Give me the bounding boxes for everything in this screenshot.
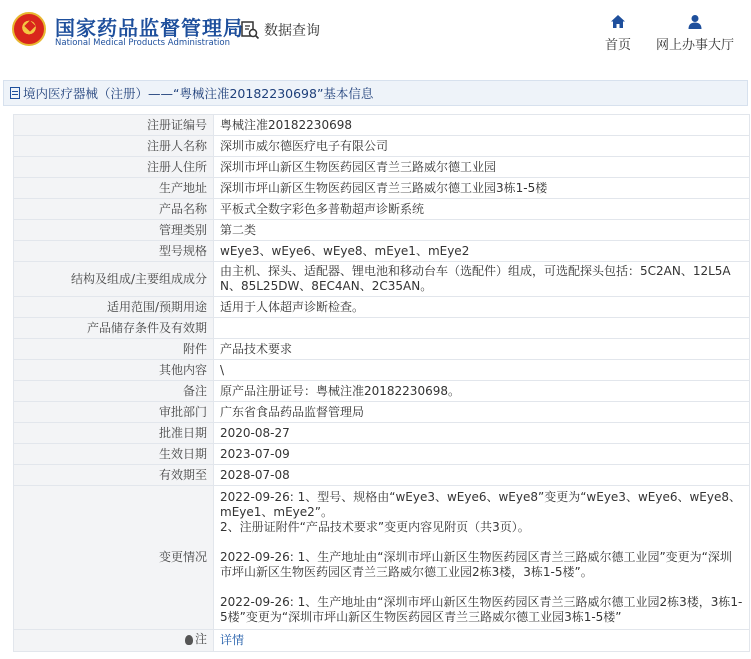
table-row bbox=[14, 157, 750, 178]
change-entry: 2022-09-26: 1、生产地址由“深圳市坪山新区生物医药园区青兰三路威尔德工业园”变更为“深圳市坪山新区生物医药园区青兰三路威尔德工业园2栋3楼，3栋1-5楼”。 bbox=[220, 550, 732, 579]
site-name[interactable]: 国家药品监督管理局 bbox=[55, 16, 244, 40]
table-row bbox=[14, 136, 750, 157]
lightbulb-icon bbox=[185, 635, 193, 645]
field-value: 由主机、探头、适配器、锂电池和移动台车（选配件）组成，可选配探头包括：5C2AN、12L5AN、85L25DW、8EC4AN、2C35AN。 bbox=[214, 262, 750, 297]
field-label: 管理类别 bbox=[14, 220, 214, 241]
nav-home-label: 首页 bbox=[604, 38, 631, 53]
table-row bbox=[14, 444, 750, 465]
change-entry: 2022-09-26: 1、型号、规格由“wEye3、wEye6、wEye8”变更为“wEye3、wEye6、wEye8、mEye1、mEye2”。 bbox=[220, 490, 741, 519]
field-label: 注册人住所 bbox=[14, 157, 214, 178]
field-value: \ bbox=[214, 360, 750, 381]
field-value: 2028-07-08 bbox=[214, 465, 750, 486]
field-value: wEye3、wEye6、wEye8、mEye1、mEye2 bbox=[214, 241, 750, 262]
table-row bbox=[14, 465, 750, 486]
change-spacer bbox=[220, 535, 743, 550]
nav-home[interactable] bbox=[600, 14, 636, 53]
field-value: 广东省食品药品监督管理局 bbox=[214, 402, 750, 423]
field-label: 型号规格 bbox=[14, 241, 214, 262]
nav-online-office-label: 网上办事大厅 bbox=[655, 38, 734, 53]
data-query-label: 数据查询 bbox=[264, 23, 320, 39]
table-row-note bbox=[14, 630, 750, 652]
details-link[interactable]: 详情 bbox=[220, 632, 245, 647]
table-row bbox=[14, 339, 750, 360]
document-icon bbox=[10, 87, 20, 99]
table-row bbox=[14, 360, 750, 381]
field-label: 备注 bbox=[14, 381, 214, 402]
change-spacer bbox=[220, 580, 743, 595]
table-row bbox=[14, 402, 750, 423]
record-title-bar bbox=[3, 80, 748, 106]
site-name-english: National Medical Products Administration bbox=[55, 38, 230, 48]
table-row bbox=[14, 220, 750, 241]
table-row bbox=[14, 178, 750, 199]
table-row bbox=[14, 199, 750, 220]
field-label: 其他内容 bbox=[14, 360, 214, 381]
field-label: 结构及组成/主要组成成分 bbox=[14, 262, 214, 297]
table-row bbox=[14, 115, 750, 136]
site-header bbox=[0, 0, 751, 62]
field-value: 粤械注准20182230698 bbox=[214, 115, 750, 136]
field-label: 注册人名称 bbox=[14, 136, 214, 157]
field-label: 附件 bbox=[14, 339, 214, 360]
field-value: 2023-07-09 bbox=[214, 444, 750, 465]
table-row bbox=[14, 381, 750, 402]
field-value: 深圳市坪山新区生物医药园区青兰三路威尔德工业园3栋1-5楼 bbox=[214, 178, 750, 199]
field-value: 产品技术要求 bbox=[214, 339, 750, 360]
field-label: 产品储存条件及有效期 bbox=[14, 318, 214, 339]
field-label: 生效日期 bbox=[14, 444, 214, 465]
table-row bbox=[14, 423, 750, 444]
field-label: 批准日期 bbox=[14, 423, 214, 444]
document-search-icon bbox=[240, 20, 260, 40]
nav-online-office[interactable] bbox=[655, 14, 735, 53]
change-entry: 2、注册证附件“产品技术要求”变更内容见附页（共3页）。 bbox=[220, 520, 530, 534]
table-row bbox=[14, 318, 750, 339]
note-label-cell bbox=[14, 630, 214, 652]
field-value: 深圳市坪山新区生物医药园区青兰三路威尔德工业园 bbox=[214, 157, 750, 178]
field-label: 有效期至 bbox=[14, 465, 214, 486]
home-icon bbox=[610, 14, 626, 30]
table-row-changes bbox=[14, 486, 750, 630]
field-label: 生产地址 bbox=[14, 178, 214, 199]
field-label: 产品名称 bbox=[14, 199, 214, 220]
field-value: 适用于人体超声诊断检查。 bbox=[214, 297, 750, 318]
record-title: 境内医疗器械（注册）——“粤械注准20182230698”基本信息 bbox=[23, 86, 374, 101]
field-value: 平板式全数字彩色多普勒超声诊断系统 bbox=[214, 199, 750, 220]
user-icon bbox=[687, 14, 703, 30]
field-value bbox=[214, 318, 750, 339]
field-label: 注册证编号 bbox=[14, 115, 214, 136]
note-value-cell bbox=[214, 630, 750, 652]
table-row bbox=[14, 241, 750, 262]
data-query-link[interactable] bbox=[240, 20, 320, 40]
field-label: 变更情况 bbox=[14, 486, 214, 630]
field-label: 适用范围/预期用途 bbox=[14, 297, 214, 318]
change-entry: 2022-09-26: 1、生产地址由“深圳市坪山新区生物医药园区青兰三路威尔德工业园2栋3楼，3栋1-5楼”变更为“深圳市坪山新区生物医药园区青兰三路威尔德工业园3栋1-5楼” bbox=[220, 595, 743, 624]
note-label: 注 bbox=[194, 632, 207, 646]
table-row bbox=[14, 297, 750, 318]
field-label: 审批部门 bbox=[14, 402, 214, 423]
change-history bbox=[214, 486, 750, 630]
field-value: 深圳市威尔德医疗电子有限公司 bbox=[214, 136, 750, 157]
field-value: 2020-08-27 bbox=[214, 423, 750, 444]
field-value: 第二类 bbox=[214, 220, 750, 241]
table-row bbox=[14, 262, 750, 297]
field-value: 原产品注册证号：粤械注准20182230698。 bbox=[214, 381, 750, 402]
national-emblem-icon bbox=[12, 12, 46, 46]
registration-info-table bbox=[13, 114, 750, 652]
